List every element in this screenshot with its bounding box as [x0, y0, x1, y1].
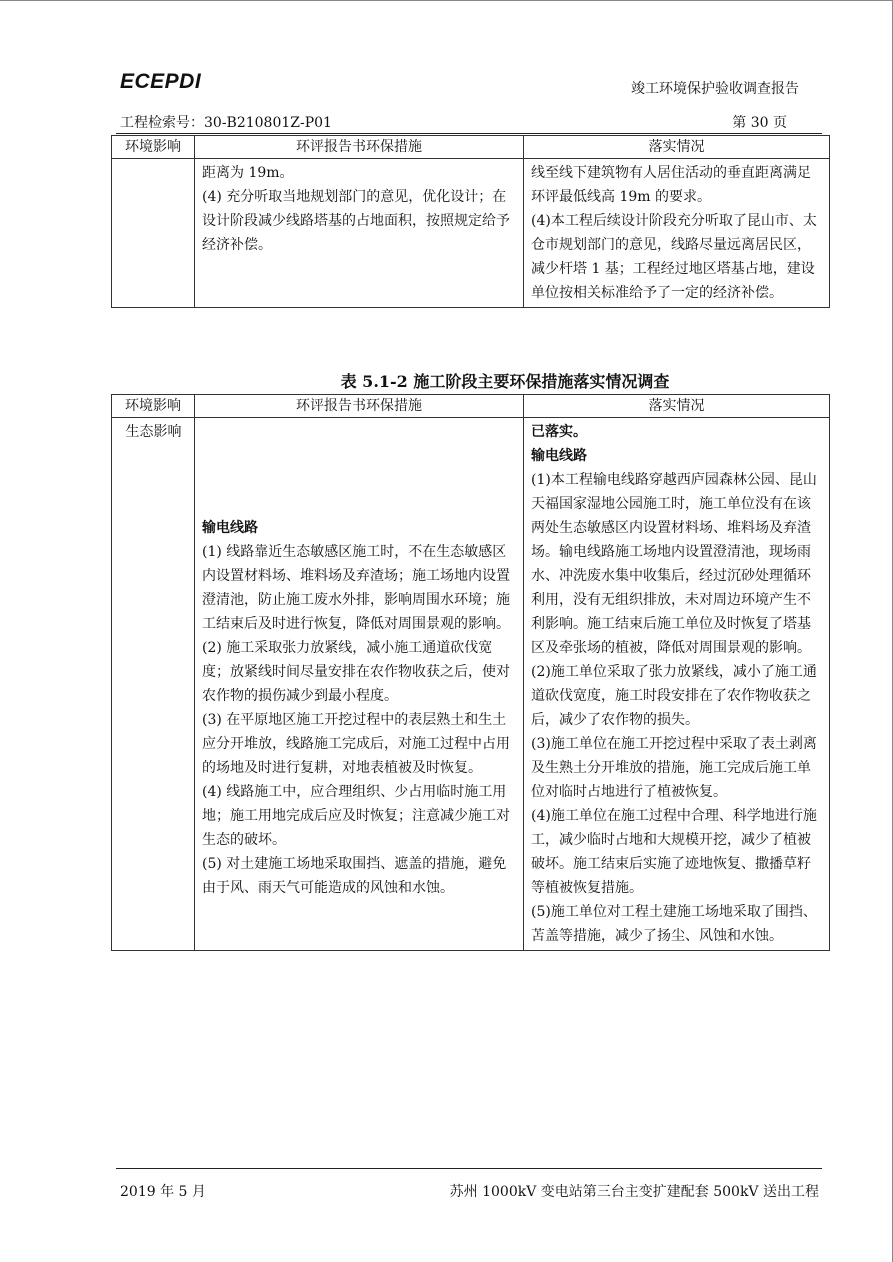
header-impact: 环境影响 [112, 136, 195, 159]
company-logo: ECEPDI [120, 70, 202, 93]
header-impact: 环境影响 [112, 395, 195, 418]
implementation-cell [524, 418, 830, 951]
header-implementation: 落实情况 [524, 136, 830, 159]
measures-table-continued [111, 135, 830, 308]
spacer [202, 468, 517, 516]
header-rule [116, 133, 822, 134]
table-row [112, 418, 830, 951]
header-implementation: 落实情况 [524, 395, 830, 418]
table-row [112, 159, 830, 308]
measure-paragraph: 距离为 19m。 [202, 165, 294, 181]
header-measures: 环评报告书环保措施 [195, 136, 524, 159]
footer-rule [116, 1168, 822, 1169]
table-header-row [112, 136, 830, 159]
measure-paragraph: (1) 线路靠近生态敏感区施工时，不在生态敏感区内设置材料场、堆料场及弃渣场；施工场地内设置澄清池，防止施工废水外排，影响周围水环境；施工结束后及时进行恢复，降低对周围景观的影响。 [202, 544, 510, 632]
status-text: 已落实。 [531, 424, 587, 440]
implementation-cell [524, 159, 830, 308]
category-cell: 生态影响 [112, 418, 195, 951]
category-cell [112, 159, 195, 308]
footer-date: 2019 年 5 月 [120, 1184, 206, 1200]
implementation-section-title: 输电线路 [531, 448, 587, 464]
measure-paragraph: (4) 充分听取当地规划部门的意见，优化设计；在设计阶段减少线路塔基的占地面积，按照规定给予经济补偿。 [202, 189, 510, 253]
measure-paragraph: (3) 在平原地区施工开挖过程中的表层熟土和生土应分开堆放，线路施工完成后，对施工过程中占用的场地及时进行复耕，对地表植被及时恢复。 [202, 712, 510, 776]
table-header-row [112, 395, 830, 418]
construction-measures-table [111, 394, 830, 951]
implementation-paragraph: (2)施工单位采取了张力放紧线，减小了施工通道砍伐宽度，施工时段安排在了农作物收获之后，减少了农作物的损失。 [531, 664, 817, 728]
page-number: 第 30 页 [732, 115, 787, 131]
implementation-paragraph: (1)本工程输电线路穿越西庐园森林公园、昆山天福国家湿地公园施工时，施工单位没有在该两处生态敏感区内设置材料场、堆料场及弃渣场。输电线路施工场地内设置澄清池，现场雨水、冲洗废水集中收集后，经过沉砂处理循环利用，没有无组织排放，未对周边环境产生不利影响。施工结束后施工单位及时恢复了塔基区及牵张场的植被，降低对周围景观的影响。 [531, 472, 817, 656]
measures-section-title: 输电线路 [202, 520, 258, 536]
spacer [202, 420, 517, 468]
implementation-paragraph: 线至线下建筑物有人居住活动的垂直距离满足环评最低线高 19m 的要求。 [531, 165, 811, 205]
implementation-paragraph: (4)本工程后续设计阶段充分听取了昆山市、太仓市规划部门的意见，线路尽量远离居民区，减少杆塔 1 基；工程经过地区塔基占地，建设单位按相关标准给予了一定的经济补偿。 [531, 213, 817, 301]
table-caption: 表 5.1-2 施工阶段主要环保措施落实情况调查 [340, 372, 670, 391]
measures-cell [195, 418, 524, 951]
project-number: 工程检索号：30-B210801Z-P01 [120, 115, 332, 131]
measure-paragraph: (4) 线路施工中，应合理组织、少占用临时施工用地；施工用地完成后应及时恢复；注意减少施工对生态的破坏。 [202, 784, 510, 848]
measure-paragraph: (2) 施工采取张力放紧线，减小施工通道砍伐宽度；放紧线时间尽量安排在农作物收获之后，使对农作物的损伤减少到最小程度。 [202, 640, 510, 704]
footer-project-name: 苏州 1000kV 变电站第三台主变扩建配套 500kV 送出工程 [449, 1184, 819, 1200]
implementation-paragraph: (4)施工单位在施工过程中合理、科学地进行施工，减少临时占地和大规模开挖，减少了植被破坏。施工结束后实施了迹地恢复、撒播草籽等植被恢复措施。 [531, 808, 817, 896]
page-top-border [0, 0, 893, 1]
implementation-paragraph: (5)施工单位对工程土建施工场地采取了围挡、苫盖等措施，减少了扬尘、风蚀和水蚀。 [531, 904, 817, 944]
implementation-paragraph: (3)施工单位在施工开挖过程中采取了表土剥离及生熟土分开堆放的措施，施工完成后施工单位对临时占地进行了植被恢复。 [531, 736, 817, 800]
header-measures: 环评报告书环保措施 [195, 395, 524, 418]
measure-paragraph: (5) 对土建施工场地采取围挡、遮盖的措施，避免由于风、雨天气可能造成的风蚀和水蚀。 [202, 856, 507, 896]
measures-cell [195, 159, 524, 308]
report-type: 竣工环境保护验收调查报告 [631, 81, 799, 97]
